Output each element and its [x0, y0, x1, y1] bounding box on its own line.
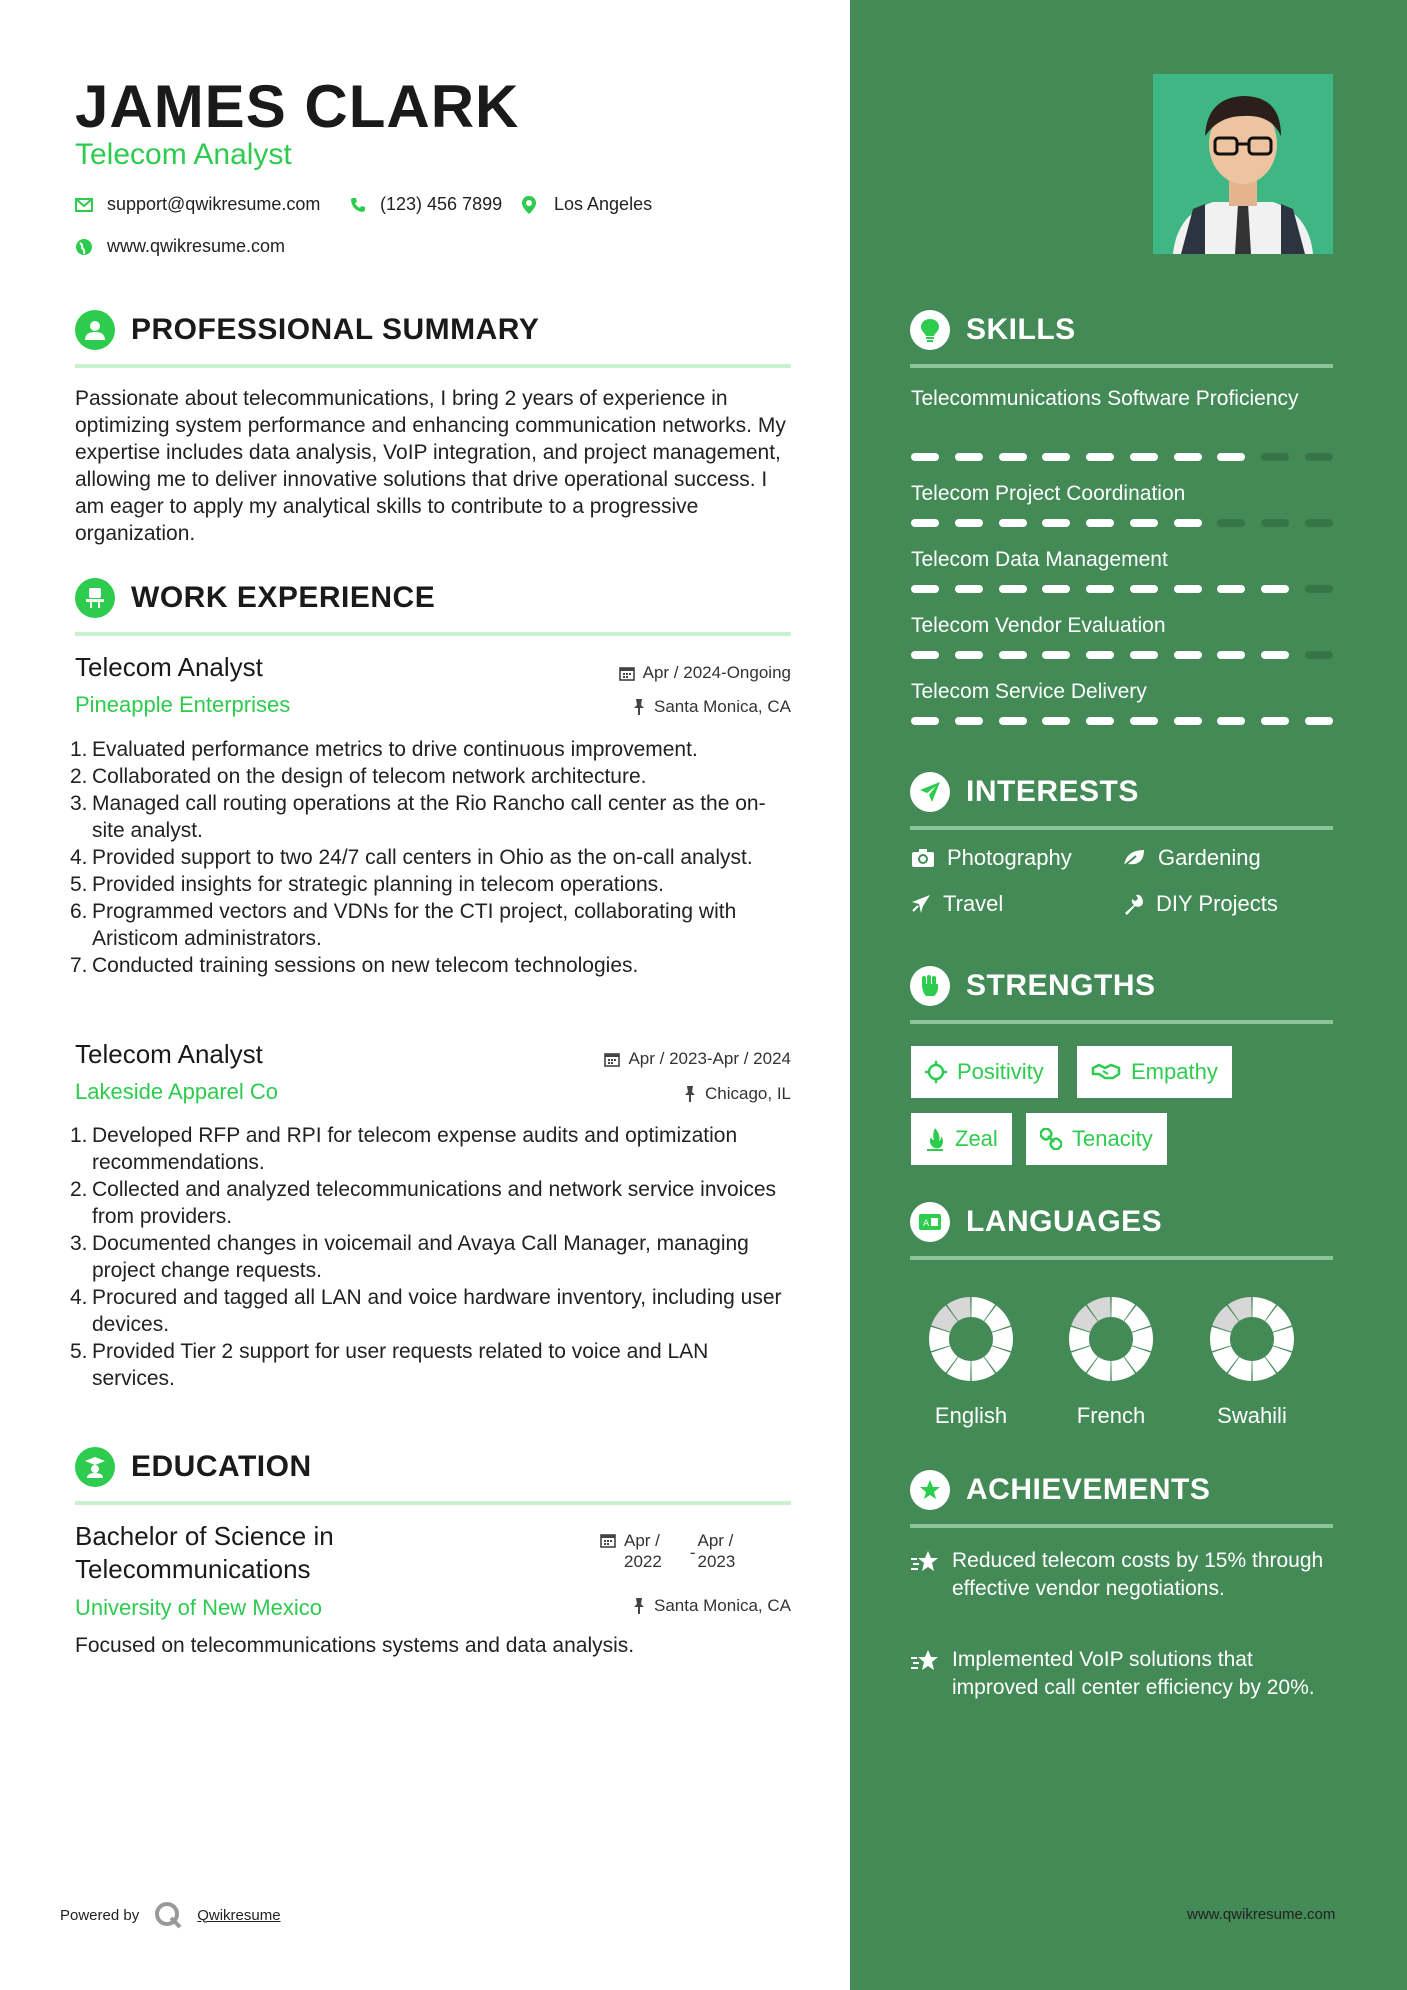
graduate-icon [75, 1447, 115, 1487]
achievement-2 [910, 1646, 1330, 1702]
skill-segment [1261, 717, 1289, 725]
skill-segment [955, 453, 983, 461]
education-location-text: Santa Monica, CA [653, 1596, 791, 1615]
contact-location [522, 194, 652, 215]
fist-icon [910, 966, 950, 1006]
footer-website[interactable]: www.qwikresume.com [1187, 1906, 1336, 1923]
brand-link[interactable]: Qwikresume [197, 1906, 281, 1924]
location-text: Los Angeles [554, 194, 653, 214]
calendar-icon [619, 665, 635, 681]
strengths-title: STRENGTHS [966, 969, 1156, 1002]
achievement-text: Implemented VoIP solutions that improved call center efficiency by 20%. [952, 1648, 1315, 1699]
email-text: support@qwikresume.com [107, 194, 321, 214]
skill-segment [1086, 717, 1114, 725]
list-item: 2. Collaborated on the design of telecom network architecture. [70, 765, 647, 788]
profile-photo [1153, 74, 1333, 254]
flame-icon [925, 1127, 945, 1151]
school: University of New Mexico [75, 1595, 322, 1620]
interest-label: Gardening [1158, 845, 1261, 870]
envelope-icon [75, 198, 93, 212]
strength-tenacity [1026, 1113, 1167, 1165]
skill-segment [999, 585, 1027, 593]
education-description: Focused on telecommunications systems and data analysis. [75, 1634, 635, 1657]
powered-by [60, 1900, 281, 1930]
skill-segment [999, 717, 1027, 725]
powered-by-text: Powered by [60, 1906, 140, 1924]
skill-segment [999, 519, 1027, 527]
list-item: 1. Evaluated performance metrics to drive continuous improvement. [70, 738, 698, 761]
user-icon [75, 310, 115, 350]
interest-photography [911, 845, 1072, 871]
skills-heading [910, 310, 1333, 368]
skill-segment [1217, 651, 1245, 659]
education-title: EDUCATION [131, 1450, 312, 1483]
calendar-icon [600, 1532, 616, 1548]
language-label: English [934, 1403, 1008, 1428]
skill-segment [1042, 717, 1070, 725]
list-item: 6. Programmed vectors and VDNs for the CTI project, collaborating with Aristicom administrators. [70, 900, 737, 950]
degree-line-2: Telecommunications [75, 1554, 311, 1584]
skill-segment [1130, 453, 1158, 461]
contact-website[interactable] [75, 236, 285, 257]
skill-segment [1305, 717, 1333, 725]
skill-segment [1130, 651, 1158, 659]
interest-diy [1122, 891, 1278, 917]
experience-heading [75, 578, 791, 636]
language-ring [926, 1294, 1016, 1384]
skill-5-name: Telecom Service Delivery [911, 680, 1147, 703]
camera-icon [911, 848, 935, 868]
job-2-date-text: Apr / 2023-Apr / 2024 [628, 1049, 791, 1068]
handshake-icon [1091, 1062, 1121, 1082]
skill-segment [1261, 651, 1289, 659]
contact-email[interactable] [75, 194, 320, 215]
skill-2-bar [911, 519, 1333, 527]
skill-segment [1086, 453, 1114, 461]
education-dates [600, 1530, 735, 1572]
list-item: 1. Developed RFP and RPI for telecom expense audits and optimization recommendations. [70, 1124, 738, 1174]
job-1-location-text: Santa Monica, CA [653, 697, 791, 716]
paper-plane-icon [910, 772, 950, 812]
contact-phone[interactable] [350, 194, 502, 215]
strength-label: Tenacity [1072, 1126, 1153, 1151]
phone-text: (123) 456 7899 [380, 194, 503, 214]
skill-segment [1042, 519, 1070, 527]
language-ring [1207, 1294, 1297, 1384]
degree [75, 1520, 334, 1586]
list-item: 3. Documented changes in voicemail and Avaya Call Manager, managing project change requests. [70, 1232, 749, 1282]
skill-4-bar [911, 651, 1333, 659]
skill-segment [1217, 453, 1245, 461]
language-french [1051, 1294, 1171, 1429]
interest-travel [911, 891, 1003, 917]
interest-label: Photography [947, 845, 1072, 870]
qwikresume-logo-icon [153, 1900, 183, 1930]
skill-segment [1305, 453, 1333, 461]
phone-icon [350, 197, 366, 213]
strength-positivity [911, 1046, 1058, 1098]
skill-segment [999, 651, 1027, 659]
language-label: French [1076, 1403, 1146, 1428]
skill-segment [1261, 585, 1289, 593]
strength-label: Positivity [957, 1059, 1044, 1084]
job-1-bullets [70, 736, 795, 979]
job-1-title: Telecom Analyst [75, 652, 263, 682]
interests-heading [910, 772, 1333, 830]
strength-empathy [1077, 1046, 1232, 1098]
strength-label: Zeal [955, 1126, 998, 1151]
link-icon [1040, 1128, 1062, 1150]
skill-segment [1042, 585, 1070, 593]
skill-segment [1086, 519, 1114, 527]
job-1-company: Pineapple Enterprises [75, 692, 291, 717]
achievements-heading [910, 1470, 1333, 1528]
job-2-location-text: Chicago, IL [705, 1084, 791, 1103]
job-1-date-text: Apr / 2024-Ongoing [642, 663, 791, 682]
skill-segment [1305, 585, 1333, 593]
skill-segment [1174, 519, 1202, 527]
languages-title: LANGUAGES [966, 1205, 1163, 1238]
skill-5-bar [911, 717, 1333, 725]
skill-segment [1130, 717, 1158, 725]
skill-segment [1130, 585, 1158, 593]
candidate-name: JAMES CLARK [75, 73, 520, 140]
skill-2-name: Telecom Project Coordination [911, 482, 1186, 505]
pushpin-icon [683, 1086, 697, 1102]
wrench-icon [1122, 893, 1144, 915]
skill-4-name: Telecom Vendor Evaluation [911, 614, 1166, 637]
skill-segment [1174, 585, 1202, 593]
list-item: 2. Collected and analyzed telecommunications and network service invoices from providers. [70, 1178, 777, 1228]
job-2-date [604, 1049, 791, 1069]
map-pin-icon [522, 196, 536, 214]
globe-icon [75, 238, 93, 256]
skill-segment [1174, 651, 1202, 659]
job-1-date [619, 663, 791, 683]
interest-label: Travel [943, 891, 1004, 916]
lightbulb-icon [910, 310, 950, 350]
skill-3-name: Telecom Data Management [911, 548, 1168, 571]
skill-segment [955, 585, 983, 593]
candidate-role: Telecom Analyst [75, 138, 292, 171]
skill-segment [1042, 453, 1070, 461]
skill-segment [1217, 585, 1245, 593]
interest-label: DIY Projects [1156, 891, 1278, 916]
skill-segment [911, 651, 939, 659]
summary-text: Passionate about telecommunications, I bring 2 years of experience in optimizing system performance and enhancing communication networks. My expertise includes data analysis, VoIP integration, and project management, allowing me to deliver innovative solutions that drive operational success. I am eager to apply my analytical skills to contribute to a progressive organization. [75, 387, 786, 545]
skill-segment [911, 453, 939, 461]
language-ring [1066, 1294, 1156, 1384]
job-2-location [683, 1084, 791, 1104]
language-swahili [1192, 1294, 1312, 1429]
job-2-company: Lakeside Apparel Co [75, 1079, 279, 1104]
calendar-icon [604, 1051, 620, 1067]
strengths-heading [910, 966, 1333, 1024]
interest-gardening [1122, 845, 1261, 871]
website-text: www.qwikresume.com [107, 236, 286, 256]
skill-segment [911, 585, 939, 593]
skill-segment [1086, 585, 1114, 593]
skill-segment [955, 519, 983, 527]
strength-label: Empathy [1131, 1059, 1218, 1084]
date-dash: - [689, 1543, 696, 1562]
skill-segment [1217, 717, 1245, 725]
language-label: Swahili [1217, 1403, 1287, 1428]
pushpin-icon [632, 699, 646, 715]
chair-icon [75, 578, 115, 618]
svg-text:A: A [923, 1219, 930, 1229]
summary-title: PROFESSIONAL SUMMARY [131, 313, 540, 346]
list-item: 5. Provided Tier 2 support for user requests related to voice and LAN services. [70, 1340, 709, 1390]
leaf-icon [1122, 848, 1146, 868]
skill-3-bar [911, 585, 1333, 593]
list-item: 3. Managed call routing operations at the Rio Rancho call center as the on-site analyst. [70, 792, 766, 842]
pushpin-icon [632, 1598, 646, 1614]
skill-segment [911, 717, 939, 725]
job-2-title: Telecom Analyst [75, 1039, 263, 1069]
achievements-title: ACHIEVEMENTS [966, 1473, 1211, 1506]
star-burst-icon [910, 1648, 940, 1674]
skill-segment [1174, 717, 1202, 725]
education-heading [75, 1447, 791, 1505]
skill-segment [999, 453, 1027, 461]
star-burst-icon [910, 1549, 940, 1575]
skill-segment [911, 519, 939, 527]
experience-title: WORK EXPERIENCE [131, 581, 436, 614]
strength-zeal [911, 1113, 1012, 1165]
education-end: Apr / 2023 [697, 1531, 736, 1571]
degree-line-1: Bachelor of Science in [75, 1521, 334, 1551]
skill-segment [1086, 651, 1114, 659]
skill-segment [1217, 519, 1245, 527]
skill-segment [1130, 519, 1158, 527]
language-icon [910, 1202, 950, 1242]
achievement-1 [910, 1547, 1330, 1603]
interests-title: INTERESTS [966, 775, 1139, 808]
skills-title: SKILLS [966, 313, 1076, 346]
list-item: 4. Provided support to two 24/7 call centers in Ohio as the on-call analyst. [70, 846, 753, 869]
education-location [632, 1596, 791, 1616]
skill-segment [1261, 519, 1289, 527]
list-item: 7. Conducted training sessions on new telecom technologies. [70, 954, 639, 977]
airplane-icon [911, 894, 931, 914]
list-item: 5. Provided insights for strategic planning in telecom operations. [70, 873, 664, 896]
skill-segment [955, 651, 983, 659]
skill-1-name: Telecommunications Software Proficiency [911, 387, 1299, 410]
skill-segment [1042, 651, 1070, 659]
languages-heading [910, 1202, 1333, 1260]
skill-segment [955, 717, 983, 725]
sun-icon [925, 1061, 947, 1083]
skill-segment [1261, 453, 1289, 461]
skill-segment [1174, 453, 1202, 461]
list-item: 4. Procured and tagged all LAN and voice hardware inventory, including user devices. [70, 1286, 782, 1336]
star-icon [910, 1470, 950, 1510]
skill-1-bar [911, 453, 1333, 461]
job-1-location [632, 697, 791, 717]
summary-heading [75, 310, 791, 368]
job-2-bullets [70, 1122, 795, 1392]
achievement-text: Reduced telecom costs by 15% through effective vendor negotiations. [952, 1549, 1324, 1600]
education-start: Apr / 2022 [624, 1531, 662, 1571]
skill-segment [1305, 651, 1333, 659]
skill-segment [1305, 519, 1333, 527]
language-english [911, 1294, 1031, 1429]
